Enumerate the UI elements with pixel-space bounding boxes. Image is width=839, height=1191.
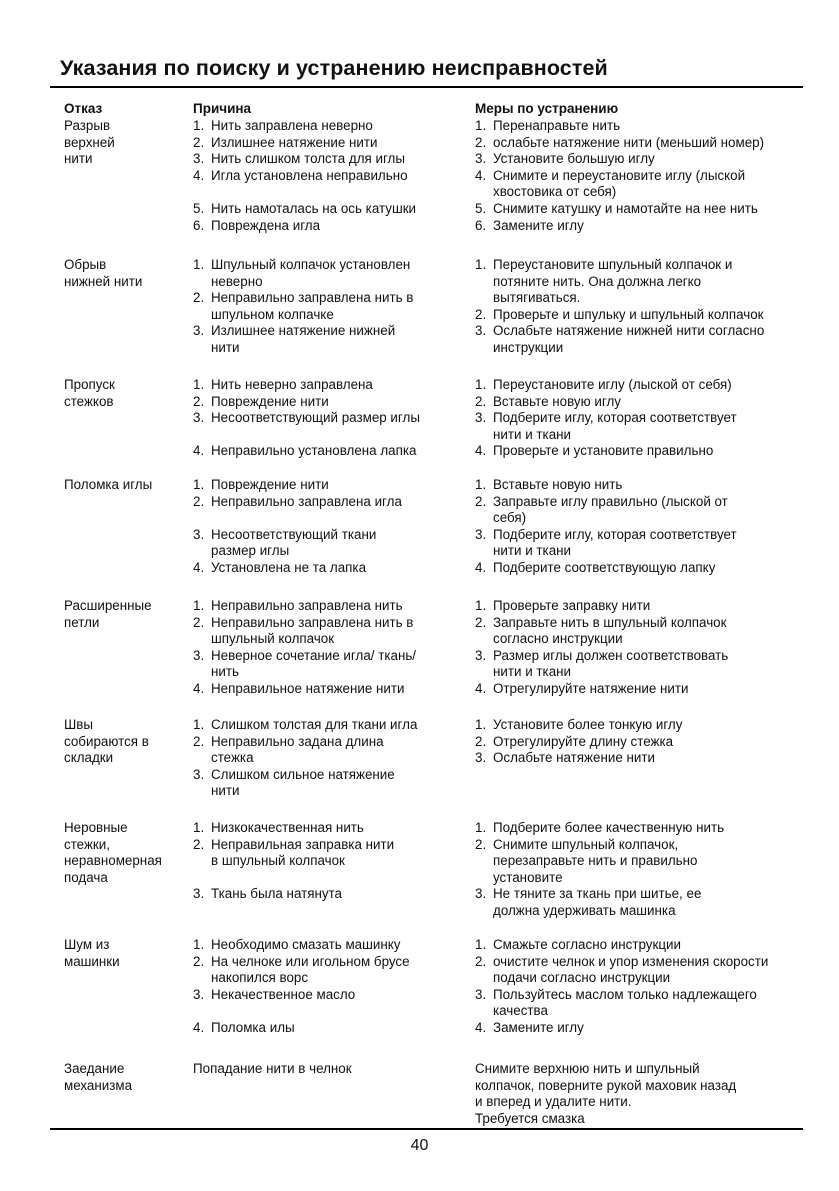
fix-number: 4. [475,1019,487,1035]
fix-text-line: Вставьте новую нить [493,477,623,492]
fix-item [475,135,764,152]
fix-item [475,820,724,837]
fix-number: 4. [475,680,487,696]
fix-item [475,734,682,751]
fix-item [475,648,728,681]
cause-number: 6. [193,217,205,233]
fix-number: 3. [475,986,487,1002]
fault-cell [64,477,152,494]
fix-text-line: Установите большую иглу [493,151,655,167]
fault-line: петли [64,614,100,630]
fix-item [475,257,764,307]
fix-text-line: инструкции [493,339,564,355]
fix-text-line: Отрегулируйте длину стежка [493,733,674,749]
fault-cell [64,1061,132,1094]
fix-item [475,886,724,919]
fix-item [475,307,764,324]
cause-number: 5. [193,200,205,216]
fault-line: неравномерная [64,853,162,869]
fault-line: механизма [64,1077,133,1093]
cause-number: 1. [193,937,205,952]
cause-cell [193,257,413,357]
fix-text-line: Подберите иглу, которая соответствует [493,526,737,542]
cause-number: 1. [193,118,205,133]
cause-item [193,151,416,168]
fix-text-line: Подберите соответствующую лапку [493,559,716,575]
fix-item [475,717,682,734]
cause-cell [193,937,410,1037]
fix-item [475,394,737,411]
fix-item [475,494,737,527]
fix-item [475,1020,768,1037]
cause-number: 3. [193,526,205,542]
cause-text-line: На челноке или игольном брусе [211,953,410,969]
fault-line: собираются в [64,733,149,749]
cause-number: 4. [193,443,205,459]
cause-text-line: Неверное сочетание игла/ ткань/ [211,647,417,663]
cause-text-line: Неправильно задана длина [211,733,384,749]
fault-line: нижней нити [64,273,143,289]
cause-number: 3. [193,410,205,426]
fix-text-line: Проверьте и установите правильно [493,443,714,459]
cause-cell [193,598,416,698]
fix-text-line: Установите более тонкую иглу [493,717,683,732]
page-title: Указания по поиску и устранению неисправностей [60,56,608,80]
cause-number: 2. [193,953,205,969]
fault-line: подача [64,869,108,885]
cause-text-line: Некачественное масло [211,986,356,1002]
fix-cell [475,477,737,577]
cause-text-line: Неправильно заправлена нить в [211,290,414,306]
fix-number: 2. [475,953,487,969]
cause-number: 3. [193,647,205,663]
fix-item [475,987,768,1020]
cause-number: 4. [193,1019,205,1035]
fix-text-line: Переустановите иглу (лыской от себя) [493,377,732,392]
cause-text-line: Неправильно заправлена нить в [211,614,414,630]
cause-text-line: Низкокачественная нить [211,820,364,835]
fix-text-line: установите [493,869,563,885]
cause-number: 3. [193,323,205,339]
cause-text-line: Неправильное натяжение нити [211,680,405,696]
cause-number: 2. [193,290,205,306]
fix-text-line: Перенаправьте нить [493,118,621,133]
fix-number: 1. [475,937,487,952]
cause-item [193,527,402,560]
cause-text-line: Несоответствующий ткани [211,526,377,542]
fault-cell [64,717,149,767]
fix-text-line: перезаправьте нить и правильно [493,853,698,869]
fix-item [475,560,737,577]
fix-number: 2. [475,306,487,322]
cause-text-line: размер иглы [211,543,290,559]
cause-item [193,1061,352,1078]
fix-text-line: качества [493,1003,548,1019]
fix-number: 1. [475,477,487,492]
cause-item [193,560,402,577]
fix-number: 6. [475,217,487,233]
cause-item [193,615,416,648]
cause-item [193,377,420,394]
fix-text-line: Замените иглу [493,1019,584,1035]
cause-text-line: Установлена не та лапка [211,559,367,575]
fix-cell [475,1061,736,1127]
cause-item [193,598,416,615]
fix-number: 2. [475,733,487,749]
fix-text-line: Не тяните за ткань при шитье, ее [493,886,702,902]
fix-item [475,750,682,767]
cause-item [193,937,410,954]
fix-number: 3. [475,526,487,542]
fix-item [475,937,768,954]
fix-text-line: Пользуйтесь маслом только надлежащего [493,986,757,1002]
fix-text-line: Снимите катушку и намотайте на нее нить [493,200,758,216]
fault-cell [64,257,142,290]
cause-text-line: Неправильная заправка нити [211,836,395,852]
cause-item [193,734,417,767]
fault-line: Поломка иглы [64,477,153,492]
fix-item [475,1061,736,1127]
cause-number: 1. [193,820,205,835]
cause-item [193,135,416,152]
cause-text-line: стежка [211,750,254,766]
fix-number: 1. [475,118,487,133]
fix-text-line: Вставьте новую иглу [493,393,621,409]
footer-rule [50,1128,803,1130]
cause-item [193,257,413,290]
cause-item [193,218,416,235]
fault-cell [64,820,162,886]
cause-text-line: нити [211,339,240,355]
fix-text-line: подачи согласно инструкции [493,970,671,986]
fault-line: Разрыв [64,118,111,133]
cause-text-line: Ткань была натянута [211,886,343,902]
fault-cell [64,598,152,631]
fault-line: верхней [64,134,115,150]
fix-number: 3. [475,886,487,902]
fault-cell [64,377,115,410]
fix-number: 3. [475,750,487,766]
fault-line: стежков [64,393,114,409]
cause-item [193,681,416,698]
title-underline [50,86,803,88]
fault-line: Обрыв [64,257,107,272]
fix-text-line: Заправьте нить в шпульный колпачок [493,614,727,630]
fix-text-line: Ослабьте натяжение нити [493,750,655,766]
cause-item [193,987,410,1004]
fix-number: 2. [475,614,487,630]
cause-text-line: Поломка илы [211,1019,295,1035]
fix-item [475,168,764,201]
cause-item [193,394,420,411]
cause-text-line: Нить заправлена неверно [211,118,373,133]
cause-text-line: Слишком сильное натяжение [211,766,395,782]
cause-cell [193,377,420,460]
fix-text-line: ослабьте натяжение нити (меньший номер) [493,134,765,150]
fix-text-line: нити и ткани [493,426,572,442]
cause-item [193,118,416,135]
fix-text-line: Подберите иглу, которая соответствует [493,410,737,426]
cause-number: 3. [193,986,205,1002]
fault-line: стежки, [64,836,110,852]
fix-cell [475,118,764,234]
fix-text-line: согласно инструкции [493,631,623,647]
fix-cell [475,937,768,1037]
cause-text-line: Неправильно установлена лапка [211,443,417,459]
cause-cell [193,820,394,903]
cause-text-line: Попадание нити в челнок [193,1061,352,1076]
fix-number: 1. [475,598,487,613]
fix-number: 1. [475,717,487,732]
cause-text-line: Необходимо смазать машинку [211,937,401,952]
cause-text-line: нить [211,664,239,680]
fix-number: 3. [475,323,487,339]
cause-text-line: накопился ворс [211,970,309,986]
cause-text-line: Несоответствующий размер иглы [211,410,420,426]
cause-item [193,477,402,494]
cause-text-line: Неправильно заправлена нить [211,598,403,613]
cause-number: 4. [193,680,205,696]
fix-item [475,443,737,460]
fix-cell [475,820,724,920]
fix-text-line: потяните нить. Она должна легко [493,273,702,289]
cause-number: 2. [193,836,205,852]
fix-cell [475,598,728,698]
fix-item [475,218,764,235]
fix-text-line: Подберите более качественную нить [493,820,725,835]
fix-text-line: Смажьте согласно инструкции [493,937,681,952]
fix-number: 1. [475,257,487,272]
fix-number: 3. [475,151,487,167]
header-fault: Отказ [64,101,103,116]
fix-text-line: Отрегулируйте натяжение нити [493,680,689,696]
cause-number: 1. [193,477,205,492]
cause-number: 1. [193,717,205,732]
cause-text-line: Слишком толстая для ткани игла [211,717,418,732]
fix-text-line: колпачок, поверните рукой маховик назад [475,1077,737,1093]
cause-item [193,837,394,870]
cause-text-line: Нить неверно заправлена [211,377,373,392]
fix-item [475,323,764,356]
cause-item [193,290,413,323]
cause-text-line: Излишнее натяжение нижней [211,323,396,339]
fault-line: Расширенные [64,598,152,613]
fault-line: Заедание [64,1061,125,1076]
fix-text-line: себя) [493,510,527,526]
cause-item [193,201,416,218]
cause-number: 2. [193,134,205,150]
cause-cell [193,717,417,800]
cause-number: 3. [193,151,205,167]
cause-cell [193,118,416,234]
cause-item [193,494,402,511]
cause-text-line: шпульный колпачок [211,631,335,647]
fix-number: 1. [475,377,487,392]
fix-text-line: Проверьте и шпульку и шпульный колпачок [493,306,764,322]
fix-text-line: Требуется смазка [475,1110,585,1126]
fault-cell [64,937,120,970]
fix-item [475,598,728,615]
fix-text-line: Снимите и переустановите иглу (лыской [493,167,746,183]
fix-text-line: нити и ткани [493,664,572,680]
fix-text-line: Размер иглы должен соответствовать [493,647,729,663]
cause-text-line: Нить намоталась на ось катушки [211,200,417,216]
cause-item [193,886,394,903]
fix-number: 2. [475,134,487,150]
fix-number: 2. [475,836,487,852]
fix-text-line: вытягиваться. [493,290,581,306]
cause-number: 2. [193,493,205,509]
fault-line: Неровные [64,820,128,835]
cause-text-line: нити [211,783,240,799]
page-number: 40 [410,1137,429,1154]
cause-cell [193,1061,352,1078]
cause-number: 1. [193,598,205,613]
fix-item [475,377,737,394]
fix-item [475,681,728,698]
cause-text-line: Шпульный колпачок установлен [211,257,411,272]
fix-item [475,837,724,887]
fix-item [475,118,764,135]
fix-text-line: Ослабьте натяжение нижней нити согласно [493,323,765,339]
cause-number: 2. [193,393,205,409]
fix-number: 3. [475,410,487,426]
fault-line: Пропуск [64,377,115,392]
cause-text-line: в шпульный колпачок [211,853,345,869]
fix-cell [475,257,764,357]
fix-item [475,477,737,494]
fix-item [475,410,737,443]
cause-text-line: Повреждение нити [211,393,329,409]
fault-line: Швы [64,717,94,732]
fault-line: складки [64,750,114,766]
cause-number: 4. [193,167,205,183]
fix-text-line: Снимите верхнюю нить и шпульный [475,1061,700,1076]
fix-text-line: нити и ткани [493,543,572,559]
cause-text-line: Неправильно заправлена игла [211,493,402,509]
cause-number: 3. [193,766,205,782]
fix-number: 4. [475,167,487,183]
cause-number: 4. [193,559,205,575]
fault-cell [64,118,115,168]
fault-line: машинки [64,953,120,969]
fix-number: 4. [475,559,487,575]
cause-text-line: Повреждена игла [211,217,321,233]
fix-item [475,151,764,168]
cause-text-line: шпульном колпачке [211,306,334,322]
fix-text-line: хвостовика от себя) [493,184,617,200]
fix-number: 3. [475,647,487,663]
cause-item [193,648,416,681]
fix-text-line: очистите челнок и упор изменения скорости [493,953,769,969]
header-cause: Причина [193,101,252,116]
cause-number: 2. [193,614,205,630]
fix-text-line: Переустановите шпульный колпачок и [493,257,733,272]
cause-text-line: неверно [211,273,263,289]
cause-number: 1. [193,377,205,392]
fix-cell [475,377,737,460]
cause-number: 3. [193,886,205,902]
cause-item [193,1020,410,1037]
fix-item [475,954,768,987]
cause-cell [193,477,402,577]
cause-number: 2. [193,733,205,749]
cause-text-line: Излишнее натяжение нити [211,134,378,150]
cause-item [193,767,417,800]
fix-item [475,201,764,218]
fix-text-line: Снимите шпульный колпачок, [493,836,679,852]
cause-item [193,410,420,427]
cause-item [193,168,416,185]
cause-text-line: Повреждение нити [211,477,329,492]
cause-number: 1. [193,257,205,272]
fix-item [475,615,728,648]
cause-item [193,323,413,356]
header-fix: Меры по устранению [475,101,619,116]
fix-number: 2. [475,393,487,409]
fix-number: 5. [475,200,487,216]
fix-text-line: и вперед и удалите нити. [475,1094,632,1110]
fix-text-line: Замените иглу [493,217,584,233]
cause-text-line: Игла установлена неправильно [211,167,408,183]
fix-text-line: Заправьте иглу правильно (лыской от [493,493,728,509]
fix-cell [475,717,682,767]
fault-line: Шум из [64,937,110,952]
fix-text-line: должна удерживать машинка [493,902,676,918]
fix-text-line: Проверьте заправку нити [493,598,651,613]
fix-number: 4. [475,443,487,459]
cause-item [193,954,410,987]
cause-item [193,443,420,460]
cause-item [193,820,394,837]
fix-item [475,527,737,560]
fix-number: 1. [475,820,487,835]
fix-number: 2. [475,493,487,509]
cause-item [193,717,417,734]
cause-text-line: Нить слишком толста для иглы [211,151,405,167]
fault-line: нити [64,151,93,167]
